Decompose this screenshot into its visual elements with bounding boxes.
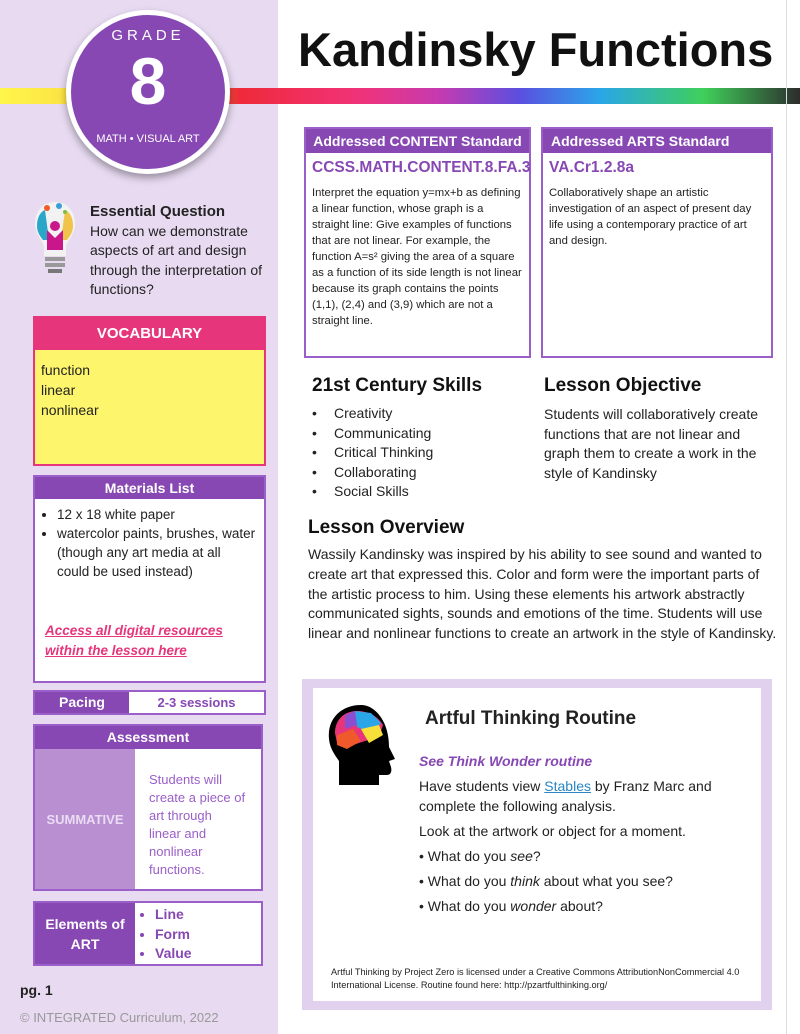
artful-subtitle: See Think Wonder routine bbox=[419, 753, 593, 769]
license-text: Artful Thinking by Project Zero is licensed under a Creative Commons AttributionNonCommercial 4.0 International License. Routine found here: http://pzartfulthinking.org/ bbox=[331, 967, 740, 990]
assessment-text: Students will create a piece of art through linear and nonlinear functions. bbox=[149, 772, 246, 877]
content-standard-box bbox=[304, 127, 531, 358]
elements-box bbox=[33, 901, 263, 966]
skill-item: • Social Skills bbox=[312, 482, 433, 502]
vocab-item: nonlinear bbox=[41, 402, 99, 418]
essential-question-label: Essential Question bbox=[90, 203, 226, 220]
element-item: • Value bbox=[155, 944, 192, 964]
pacing-label: Pacing bbox=[35, 692, 129, 713]
element-item: • Form bbox=[155, 925, 192, 945]
grade-label: GRADE bbox=[111, 27, 185, 44]
arts-standard-text: Collaboratively shape an artistic investigation of an aspect of present day life using a contemporary practice of art and design. bbox=[549, 187, 752, 247]
objective-text: Students will collaboratively create functions that are not linear and graph them to create a work in the style of Kandinsky bbox=[544, 406, 758, 481]
lightbulb-icon bbox=[33, 200, 77, 276]
vocabulary-box bbox=[33, 316, 266, 466]
overview-text: Wassily Kandinsky was inspired by his ability to see sound and wanted to create art that expressed this. Color and form were the important parts of the artistic process to him. Using these elements his artwork abstractly communicated sights, sounds and emotions of the time. Students will use linear and nonlinear functions to create an artwork in the style of Kandinsky. bbox=[308, 546, 777, 642]
essential-question-text: How can we demonstrate aspects of art and design through the interpretation of functions? bbox=[90, 222, 263, 297]
arts-standard-code: VA.Cr1.2.8a bbox=[549, 159, 635, 176]
materials-header: Materials List bbox=[35, 477, 264, 499]
pacing-box bbox=[33, 690, 266, 715]
stables-link[interactable]: Stables bbox=[544, 778, 591, 794]
skill-item: • Communicating bbox=[312, 424, 433, 444]
content-standard-text: Interpret the equation y=mx+b as defining a linear function, whose graph is a straight line: Give examples of functions that are not linear. For example, the function A=s² giving the area of a square as a function of its side length is not linear because its graph contains the points (1,1), (2,4) and (3,9) which are not a straight line. bbox=[312, 187, 522, 327]
question-wonder: • What do you wonder about? bbox=[419, 898, 603, 914]
essential-question bbox=[90, 202, 270, 300]
digital-resources-link[interactable]: Access all digital resources within the lesson here bbox=[45, 623, 223, 658]
material-item: • watercolor paints, brushes, water (though any art media at all could be used instead) bbox=[57, 524, 256, 581]
content-standard-code: CCSS.MATH.CONTENT.8.FA.3 bbox=[312, 159, 531, 176]
rainbow-brain-head-icon bbox=[325, 703, 397, 787]
arts-standard-header: Addressed ARTS Standard bbox=[543, 129, 771, 153]
page-number: pg. 1 bbox=[20, 982, 53, 998]
vocab-item: function bbox=[41, 362, 91, 378]
material-item: • 12 x 18 white paper bbox=[57, 505, 256, 524]
content-standard-header: Addressed CONTENT Standard bbox=[306, 129, 529, 153]
pacing-value: 2-3 sessions bbox=[157, 695, 236, 710]
artful-thinking-box bbox=[302, 679, 772, 1010]
subjects: MATH • VISUAL ART bbox=[96, 133, 200, 145]
element-item: • Line bbox=[155, 905, 192, 925]
overview-heading: Lesson Overview bbox=[308, 517, 465, 538]
assessment-box bbox=[33, 724, 263, 891]
vocabulary-header: VOCABULARY bbox=[35, 318, 264, 350]
skill-item: • Creativity bbox=[312, 404, 433, 424]
skills-list bbox=[312, 404, 433, 502]
question-see: • What do you see? bbox=[419, 848, 541, 864]
page-edge bbox=[786, 0, 787, 1034]
look-text: Look at the artwork or object for a moment. bbox=[419, 823, 686, 839]
intro-text: Have students view bbox=[419, 778, 545, 794]
question-think: • What do you think about what you see? bbox=[419, 873, 673, 889]
vocab-item: linear bbox=[41, 382, 76, 398]
elements-label: Elements of ART bbox=[35, 903, 135, 964]
intro-text: by Franz Marc and complete the following analysis. bbox=[419, 778, 712, 814]
grade-badge bbox=[66, 10, 230, 174]
grade-number: 8 bbox=[129, 44, 167, 118]
skill-item: • Collaborating bbox=[312, 463, 433, 483]
objective-heading: Lesson Objective bbox=[544, 375, 702, 396]
materials-box bbox=[33, 475, 266, 683]
artful-title: Artful Thinking Routine bbox=[425, 708, 637, 729]
skill-item: • Critical Thinking bbox=[312, 443, 433, 463]
assessment-type: SUMMATIVE bbox=[35, 749, 135, 889]
page-title: Kandinsky Functions bbox=[298, 23, 774, 76]
assessment-header: Assessment bbox=[35, 726, 261, 749]
skills-heading: 21st Century Skills bbox=[312, 375, 483, 396]
arts-standard-box bbox=[541, 127, 773, 358]
copyright: © INTEGRATED Curriculum, 2022 bbox=[20, 1010, 219, 1025]
